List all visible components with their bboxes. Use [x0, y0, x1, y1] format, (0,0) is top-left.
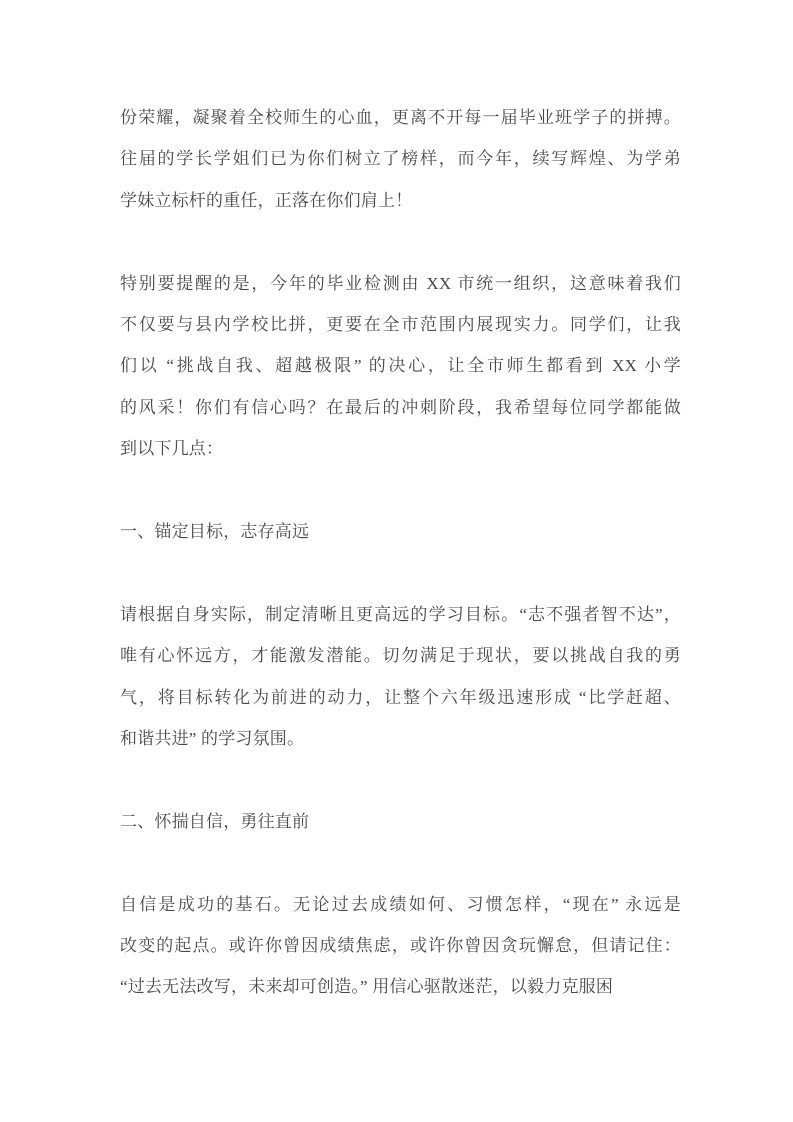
paragraph [120, 884, 681, 1008]
text-line: 特别要提醒的是，今年的毕业检测由 XX 市统一组织，这意味着我们 [120, 273, 681, 293]
document-content [120, 97, 681, 1008]
text-line: 二、怀揣自信，勇往直前 [120, 811, 310, 831]
paragraph [120, 594, 681, 760]
section-heading [120, 801, 681, 842]
paragraph [120, 97, 681, 221]
text-line: 一、锚定目标，志存高远 [120, 522, 310, 542]
text-line: 份荣耀，凝聚着全校师生的心血，更离不开每一届毕业班学子的拼搏。 [120, 108, 681, 127]
text-line: 和谐共进” 的学习氛围。 [120, 729, 305, 749]
text-line: 到以下几点： [120, 439, 224, 459]
text-line: 学妹立标杆的重任，正落在你们肩上！ [120, 190, 413, 210]
text-line: 自信是成功的基石。无论过去成绩如何、习惯怎样，“现在” 永远是 [120, 894, 681, 914]
section-heading [120, 511, 681, 552]
text-line: 唯有心怀远方，才能激发潜能。切勿满足于现状，要以挑战自我的勇 [120, 646, 681, 666]
paragraph [120, 263, 681, 470]
text-line: 的风采！你们有信心吗？在最后的冲刺阶段，我希望每位同学都能做 [120, 397, 681, 417]
text-line: 改变的起点。或许你曾因成绩焦虑，或许你曾因贪玩懈怠，但请记住： [120, 936, 681, 956]
text-line: “过去无法改写，未来却可创造。” 用信心驱散迷茫，以毅力克服困 [120, 977, 614, 997]
text-line: 气，将目标转化为前进的动力，让整个六年级迅速形成 “比学赶超、 [120, 687, 681, 707]
text-line: 们以 “挑战自我、超越极限” 的决心，让全市师生都看到 XX 小学 [120, 356, 681, 376]
text-line: 不仅要与县内学校比拼，更要在全市范围内展现实力。同学们，让我 [120, 315, 681, 335]
text-line: 请根据自身实际，制定清晰且更高远的学习目标。“志不强者智不达”， [120, 604, 681, 624]
text-line: 往届的学长学姐们已为你们树立了榜样，而今年，续写辉煌、为学弟 [120, 149, 681, 169]
